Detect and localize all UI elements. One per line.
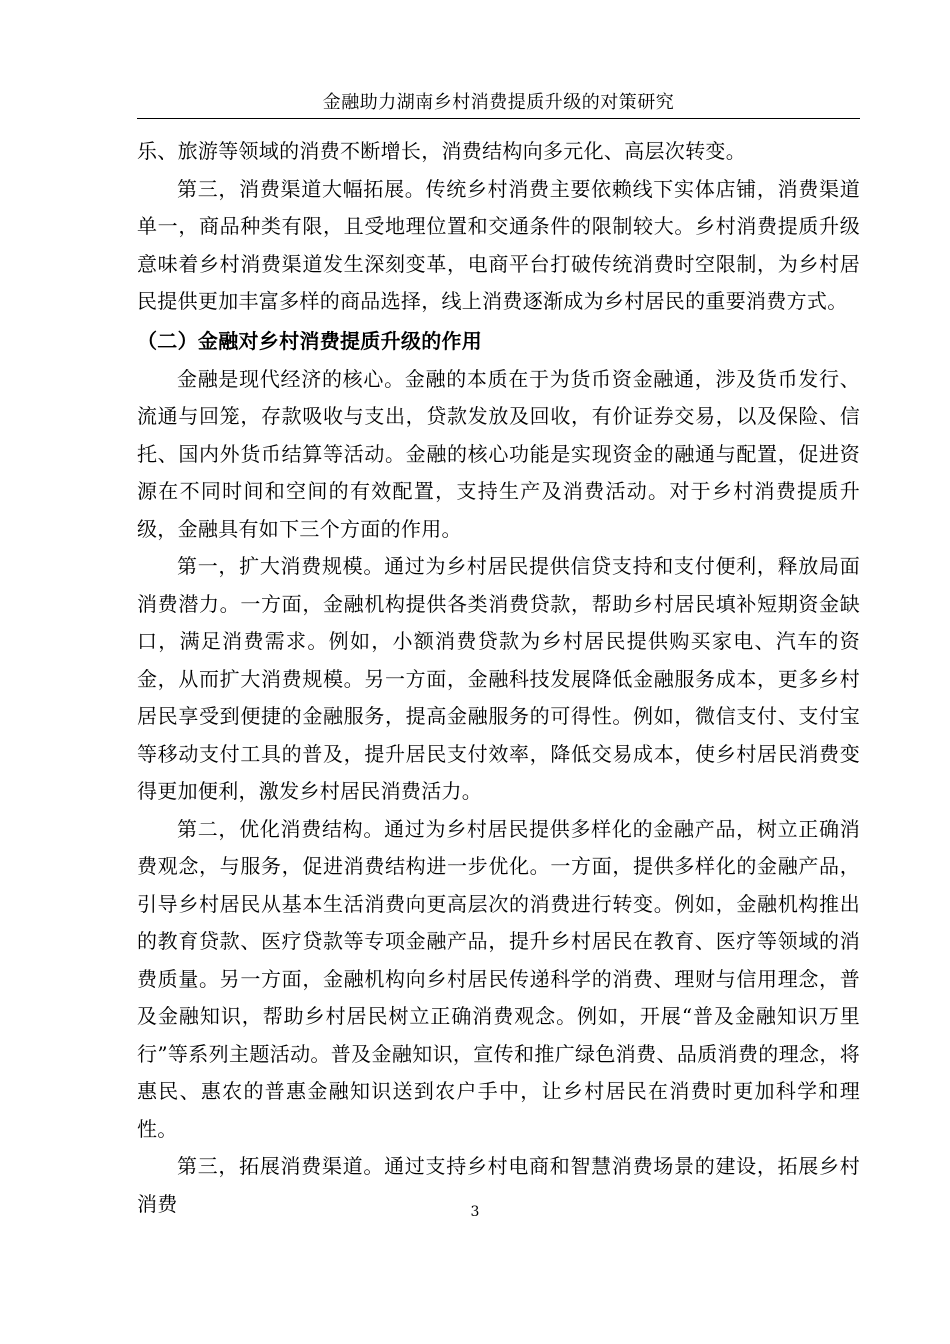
section-heading: （二）金融对乡村消费提质升级的作用 (137, 328, 483, 353)
header-title: 金融助力湖南乡村消费提质升级的对策研究 (322, 92, 675, 113)
page-header (137, 88, 860, 119)
page-number: 3 (470, 1204, 480, 1220)
paragraph-expand-channels: 第三，拓展消费渠道。通过支持乡村电商和智慧消费场景的建设，拓展乡村消费 (137, 1154, 860, 1216)
paragraph-continuation: 乐、旅游等领域的消费不断增长，消费结构向多元化、高层次转变。 (137, 139, 746, 163)
paragraph-expand-scale: 第一，扩大消费规模。通过为乡村居民提供信贷支持和支付便利，释放局面消费潜力。一方面，金融机构提供各类消费贷款，帮助乡村居民填补短期资金缺口，满足消费需求。例如，小额消费贷款为乡村居民提供购买家电、汽车的资金，从而扩大消费规模。另一方面，金融科技发展降低金融服务成本，更多乡村居民享受到便捷的金融服务，提高金融服务的可得性。例如，微信支付、支付宝等移动支付工具的普及，提升居民支付效率，降低交易成本，使乡村居民消费变得更加便利，激发乡村居民消费活力。 (137, 554, 860, 803)
document-body (137, 133, 860, 1223)
paragraph-optimize-structure: 第二，优化消费结构。通过为乡村居民提供多样化的金融产品，树立正确消费观念，与服务，促进消费结构进一步优化。一方面，提供多样化的金融产品，引导乡村居民从基本生活消费向更高层次的消费进行转变。例如，金融机构推出的教育贷款、医疗贷款等专项金融产品，提升乡村居民在教育、医疗等领域的消费质量。另一方面，金融机构向乡村居民传递科学的消费、理财与信用理念，普及金融知识，帮助乡村居民树立正确消费观念。例如，开展“普及金融知识万里行”等系列主题活动。普及金融知识，宣传和推广绿色消费、品质消费的理念，将惠民、惠农的普惠金融知识送到农户手中，让乡村居民在消费时更加科学和理性。 (137, 816, 860, 1141)
paragraph-consumption-channels: 第三，消费渠道大幅拓展。传统乡村消费主要依赖线下实体店铺，消费渠道单一，商品种类有限，且受地理位置和交通条件的限制较大。乡村消费提质升级意味着乡村消费渠道发生深刻变革，电商平台打破传统消费时空限制，为乡村居民提供更加丰富多样的商品选择，线上消费逐渐成为乡村居民的重要消费方式。 (137, 176, 860, 313)
paragraph-finance-core: 金融是现代经济的核心。金融的本质在于为货币资金融通，涉及货币发行、流通与回笼，存款吸收与支出，贷款发放及回收，有价证券交易，以及保险、信托、国内外货币结算等活动。金融的核心功能是实现资金的融通与配置，促进资源在不同时间和空间的有效配置，支持生产及消费活动。对于乡村消费提质升级，金融具有如下三个方面的作用。 (137, 366, 860, 541)
